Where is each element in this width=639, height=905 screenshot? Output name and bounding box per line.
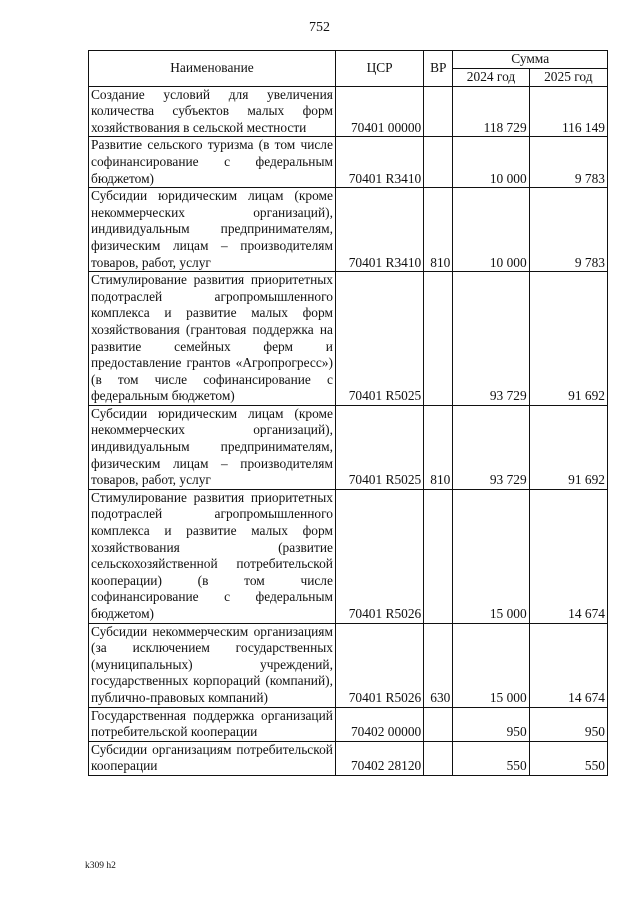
header-name: Наименование [89,51,336,87]
row-vr [424,137,453,188]
row-sum-2025: 91 692 [529,272,607,406]
table-row [89,741,608,775]
row-sum-2025: 550 [529,741,607,775]
row-sum-2024: 93 729 [453,405,529,489]
table-row [89,623,608,707]
row-vr [424,707,453,741]
row-sum-2025: 950 [529,707,607,741]
footer-code: k309 h2 [85,861,116,871]
table-row [89,188,608,272]
page-number: 752 [309,20,330,35]
row-vr: 810 [424,405,453,489]
row-name: Субсидии некоммерческим организациям (за исключением государственных (муниципальных) учреждений, государственных корпораций (компаний), публично-правовых компаний) [89,623,336,707]
row-name: Развитие сельского туризма (в том числе софинансирование с федеральным бюджетом) [89,137,336,188]
row-csr: 70401 R3410 [335,137,423,188]
table-row [89,86,608,137]
row-sum-2024: 15 000 [453,489,529,623]
row-name: Стимулирование развития приоритетных подотраслей агропромышленного комплекса и развитие малых форм хозяйствования (развитие сельскохозяйственной потребительской кооперации) (в том числе софинансирование с федеральным бюджетом) [89,489,336,623]
header-sum: Сумма [453,51,608,69]
header-year-2025: 2025 год [529,68,607,86]
budget-table [88,50,608,776]
table-row [89,489,608,623]
row-vr: 630 [424,623,453,707]
row-sum-2024: 118 729 [453,86,529,137]
table-row [89,272,608,406]
row-vr [424,272,453,406]
row-name: Создание условий для увеличения количества субъектов малых форм хозяйствования в сельской местности [89,86,336,137]
row-sum-2024: 10 000 [453,137,529,188]
row-vr: 810 [424,188,453,272]
row-sum-2024: 15 000 [453,623,529,707]
row-csr: 70401 R5025 [335,272,423,406]
row-vr [424,741,453,775]
header-year-2024: 2024 год [453,68,529,86]
row-csr: 70401 R5026 [335,623,423,707]
row-sum-2025: 14 674 [529,623,607,707]
row-name: Субсидии юридическим лицам (кроме некоммерческих организаций), индивидуальным предпринимателям, физическим лицам – производителям товаров, работ, услуг [89,188,336,272]
row-csr: 70402 28120 [335,741,423,775]
row-csr: 70401 R3410 [335,188,423,272]
row-sum-2025: 9 783 [529,137,607,188]
row-sum-2024: 10 000 [453,188,529,272]
row-sum-2025: 91 692 [529,405,607,489]
row-csr: 70401 R5025 [335,405,423,489]
row-csr: 70401 R5026 [335,489,423,623]
row-name: Государственная поддержка организаций потребительской кооперации [89,707,336,741]
row-vr [424,86,453,137]
row-vr [424,489,453,623]
row-sum-2025: 14 674 [529,489,607,623]
table-row [89,137,608,188]
row-name: Субсидии юридическим лицам (кроме некоммерческих организаций), индивидуальным предпринимателям, физическим лицам – производителям товаров, работ, услуг [89,405,336,489]
row-name: Субсидии организациям потребительской кооперации [89,741,336,775]
table-row [89,405,608,489]
row-sum-2024: 93 729 [453,272,529,406]
row-name: Стимулирование развития приоритетных подотраслей агропромышленного комплекса и развитие малых форм хозяйствования (грантовая поддержка на развитие семейных ферм и предоставление грантов «Агропрогресс») (в том числе софинансирование с федеральным бюджетом) [89,272,336,406]
row-sum-2025: 9 783 [529,188,607,272]
table-row [89,707,608,741]
header-csr: ЦСР [335,51,423,87]
header-vr: ВР [424,51,453,87]
row-sum-2024: 550 [453,741,529,775]
row-sum-2025: 116 149 [529,86,607,137]
row-sum-2024: 950 [453,707,529,741]
row-csr: 70401 00000 [335,86,423,137]
row-csr: 70402 00000 [335,707,423,741]
